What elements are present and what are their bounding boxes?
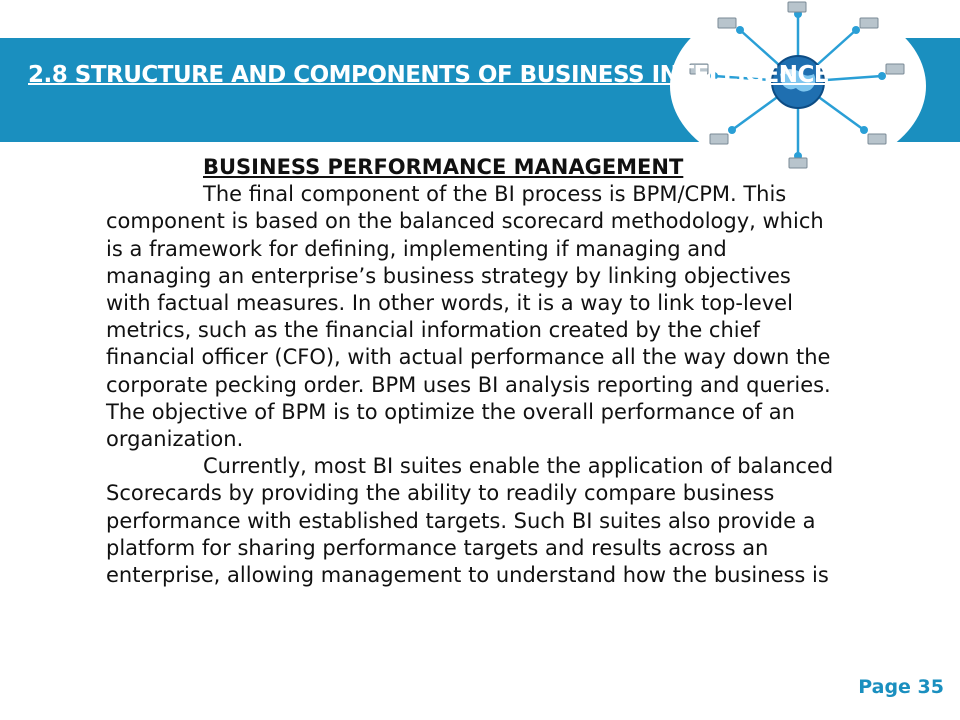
- slide-body: [106, 154, 836, 589]
- slide-title: 2.8 STRUCTURE AND COMPONENTS OF BUSINESS INTELLIGENCE: [28, 62, 830, 88]
- page-number: Page 35: [858, 676, 944, 698]
- paragraph-bpm-intro: The final component of the BI process is BPM/CPM. This component is based on the balanced scorecard methodology, which is a framework for defining, implementing if managing and managing an enterprise’s business strategy by linking objectives with factual measures. In other words, it is a way to link top-level metrics, such as the financial information created by the chief financial officer (CFO), with actual performance all the way down the corporate pecking order. BPM uses BI analysis reporting and queries. The objective of BPM is to optimize the overall performance of an organization.: [106, 182, 831, 452]
- paragraph-bi-suites: Currently, most BI suites enable the application of balanced Scorecards by providing the ability to readily compare business performance with established targets. Such BI suites also provide a platform for sharing performance targets and results across an enterprise, allowing management to understand how the business is: [106, 454, 834, 588]
- section-heading: BUSINESS PERFORMANCE MANAGEMENT: [203, 155, 684, 179]
